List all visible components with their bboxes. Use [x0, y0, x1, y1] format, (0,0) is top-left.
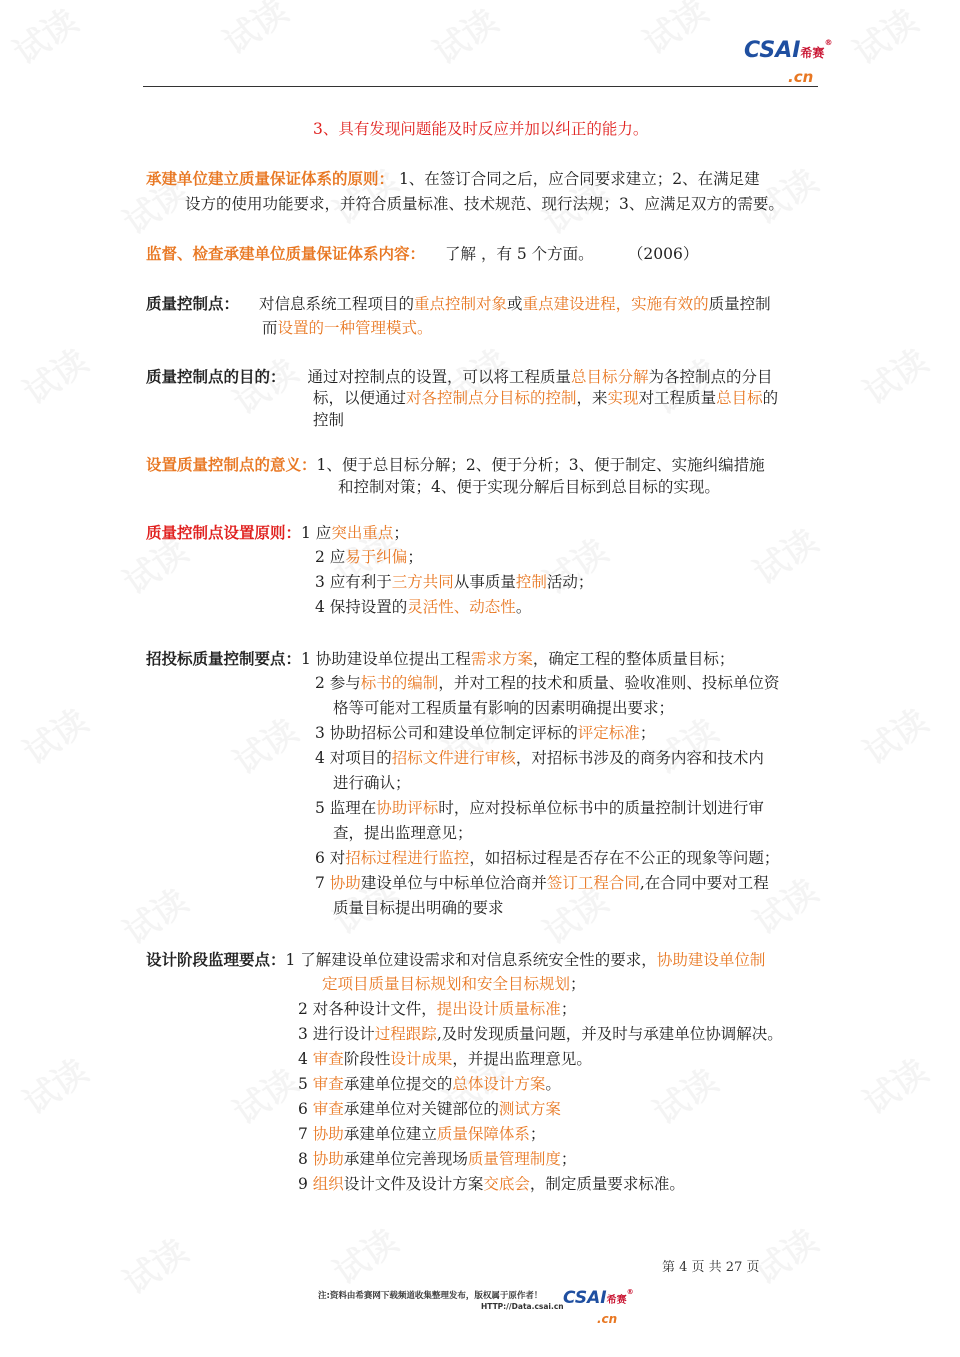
design-item-7: 7 协助承建单位建立质量保障体系；: [298, 1125, 546, 1143]
watermark-text: [842, 0, 926, 74]
supervise-label: 监督、检查承建单位质量保证体系内容：: [146, 244, 426, 263]
purpose-label: 质量控制点的目的：: [146, 367, 286, 386]
logo-dotcn: .cn: [788, 68, 814, 86]
watermark-text: [632, 0, 716, 64]
logo-cn: 希赛: [606, 1295, 627, 1306]
qcp-line-1: 质量控制点： 对信息系统工程项目的重点控制对象或重点建设进程，实施有效的质量控制: [146, 294, 771, 313]
watermark-text: [322, 1215, 406, 1294]
watermark-text: [742, 515, 826, 594]
setting-item-3: 3 应有利于三方共同从事质量控制活动；: [315, 573, 594, 591]
design-item-1-cont: 定项目质量目标规划和安全目标规划；: [322, 975, 586, 993]
watermark-text: [112, 875, 196, 954]
meaning-line-2: 和控制对策；4、便于实现分解后目标到总目标的实现。: [338, 478, 720, 496]
design-item-9: 9 组织设计文件及设计方案交底会，制定质量要求标准。: [298, 1175, 685, 1193]
watermark-text: [422, 0, 506, 74]
header-rule: [143, 86, 818, 87]
watermark-text: [112, 1225, 196, 1304]
principle-line-2: 设方的使用功能要求，并符合质量标准、技术规范、现行法规；3、应满足双方的需要。: [185, 195, 784, 213]
bidding-item-1: 招投标质量控制要点：1 协助建设单位提出工程需求方案，确定工程的整体质量目标；: [146, 649, 735, 668]
watermark-text: [212, 0, 296, 64]
design-item-8: 8 协助承建单位完善现场质量管理制度；: [298, 1150, 577, 1168]
bidding-item-2: 2 参与标书的编制，并对工程的技术和质量、验收准则、投标单位资: [315, 674, 780, 692]
footer-logo: [563, 1288, 634, 1328]
watermark-text: [2, 0, 86, 74]
watermark-text: [852, 1045, 936, 1124]
logo-cn: 希赛: [800, 46, 825, 60]
logo-main: CSAI: [744, 38, 801, 63]
qcp-label: 质量控制点：: [146, 294, 240, 313]
bidding-item-5: 5 监理在协助评标时，应对投标单位标书中的质量控制计划进行审: [315, 799, 764, 817]
meaning-line-1: 设置质量控制点的意义：1、便于总目标分解；2、便于分析；3、便于制定、实施纠编措施: [146, 455, 765, 474]
header-logo: [744, 38, 832, 88]
watermark-text: [12, 1045, 96, 1124]
purpose-line-3: 控制: [313, 411, 345, 429]
design-item-4: 4 审查阶段性设计成果，并提出监理意见。: [298, 1050, 592, 1068]
purpose-line-2: 标，以便通过对各控制点分目标的控制，来实现对工程质量总目标的: [313, 389, 779, 407]
meaning-label: 设置质量控制点的意义：: [146, 455, 317, 474]
principle-label: 承建单位建立质量保证体系的原则：: [146, 169, 395, 188]
watermark-text: [222, 705, 306, 784]
design-item-2: 2 对各种设计文件，提出设计质量标准；: [298, 1000, 577, 1018]
bidding-item-7-cont: 质量目标提出明确的要求: [333, 899, 504, 917]
footer-url[interactable]: HTTP://Data.csai.cn: [481, 1302, 564, 1311]
bidding-item-6: 6 对招标过程进行监控，如招标过程是否存在不公正的现象等问题；: [315, 849, 780, 867]
logo-dotcn: .cn: [597, 1312, 618, 1326]
setting-item-1: 质量控制点设置原则：1 应突出重点；: [146, 523, 409, 542]
watermark-text: [852, 335, 936, 414]
design-item-5: 5 审查承建单位提交的总体设计方案。: [298, 1075, 561, 1093]
bidding-item-2-cont: 格等可能对工程质量有影响的因素明确提出要求；: [333, 699, 675, 717]
logo-reg: ®: [824, 38, 833, 47]
setting-item-4: 4 保持设置的灵活性、动态性。: [315, 598, 532, 616]
qcp-line-2: 而设置的一种管理模式。: [262, 319, 433, 337]
bidding-item-4-cont: 进行确认；: [333, 774, 411, 792]
bidding-label: 招投标质量控制要点：: [146, 649, 302, 668]
footer-note: 注:资料由希赛网下载频道收集整理发布，版权属于原作者！: [318, 1291, 543, 1301]
design-item-1: 设计阶段监理要点：1 了解建设单位建设需求和对信息系统安全性的要求，协助建设单位制: [146, 950, 766, 969]
supervise-line: 监督、检查承建单位质量保证体系内容： 了解 ，有 5 个方面。 （2006）: [146, 244, 699, 263]
principle-line-1: 承建单位建立质量保证体系的原则： 1、在签订合同之后，应合同要求建立；2、在满足建: [146, 169, 760, 188]
setting-item-2: 2 应易于纠偏；: [315, 548, 423, 566]
bidding-item-3: 3 协助招标公司和建设单位制定评标的评定标准；: [315, 724, 656, 742]
watermark-text: [222, 1055, 306, 1134]
design-item-6: 6 审查承建单位对关键部位的测试方案: [298, 1100, 561, 1118]
bidding-item-4: 4 对项目的招标文件进行审核，对招标书涉及的商务内容和技术内: [315, 749, 764, 767]
logo-reg: ®: [626, 1288, 634, 1296]
watermark-text: [12, 335, 96, 414]
bidding-item-5-cont: 查，提出监理意见；: [333, 824, 473, 842]
watermark-text: [12, 695, 96, 774]
purpose-line-1: 质量控制点的目的： 通过对控制点的设置，可以将工程质量总目标分解为各控制点的分目: [146, 367, 773, 386]
design-item-3: 3 进行设计过程跟踪,及时发现质量问题，并及时与承建单位协调解决。: [298, 1025, 783, 1043]
logo-main: CSAI: [563, 1288, 607, 1308]
setting-label: 质量控制点设置原则：: [146, 523, 302, 542]
bidding-item-7: 7 协助建设单位与中标单位洽商并签订工程合同,在合同中要对工程: [315, 874, 769, 892]
watermark-text: [742, 1215, 826, 1294]
watermark-text: [852, 695, 936, 774]
watermark-text: [642, 1055, 726, 1134]
page-number: 第 4 页 共 27 页: [662, 1260, 760, 1275]
design-label: 设计阶段监理要点：: [146, 950, 286, 969]
supervise-year: （2006）: [635, 245, 699, 263]
ability-line: 3、具有发现问题能及时反应并加以纠正的能力。: [313, 120, 649, 138]
